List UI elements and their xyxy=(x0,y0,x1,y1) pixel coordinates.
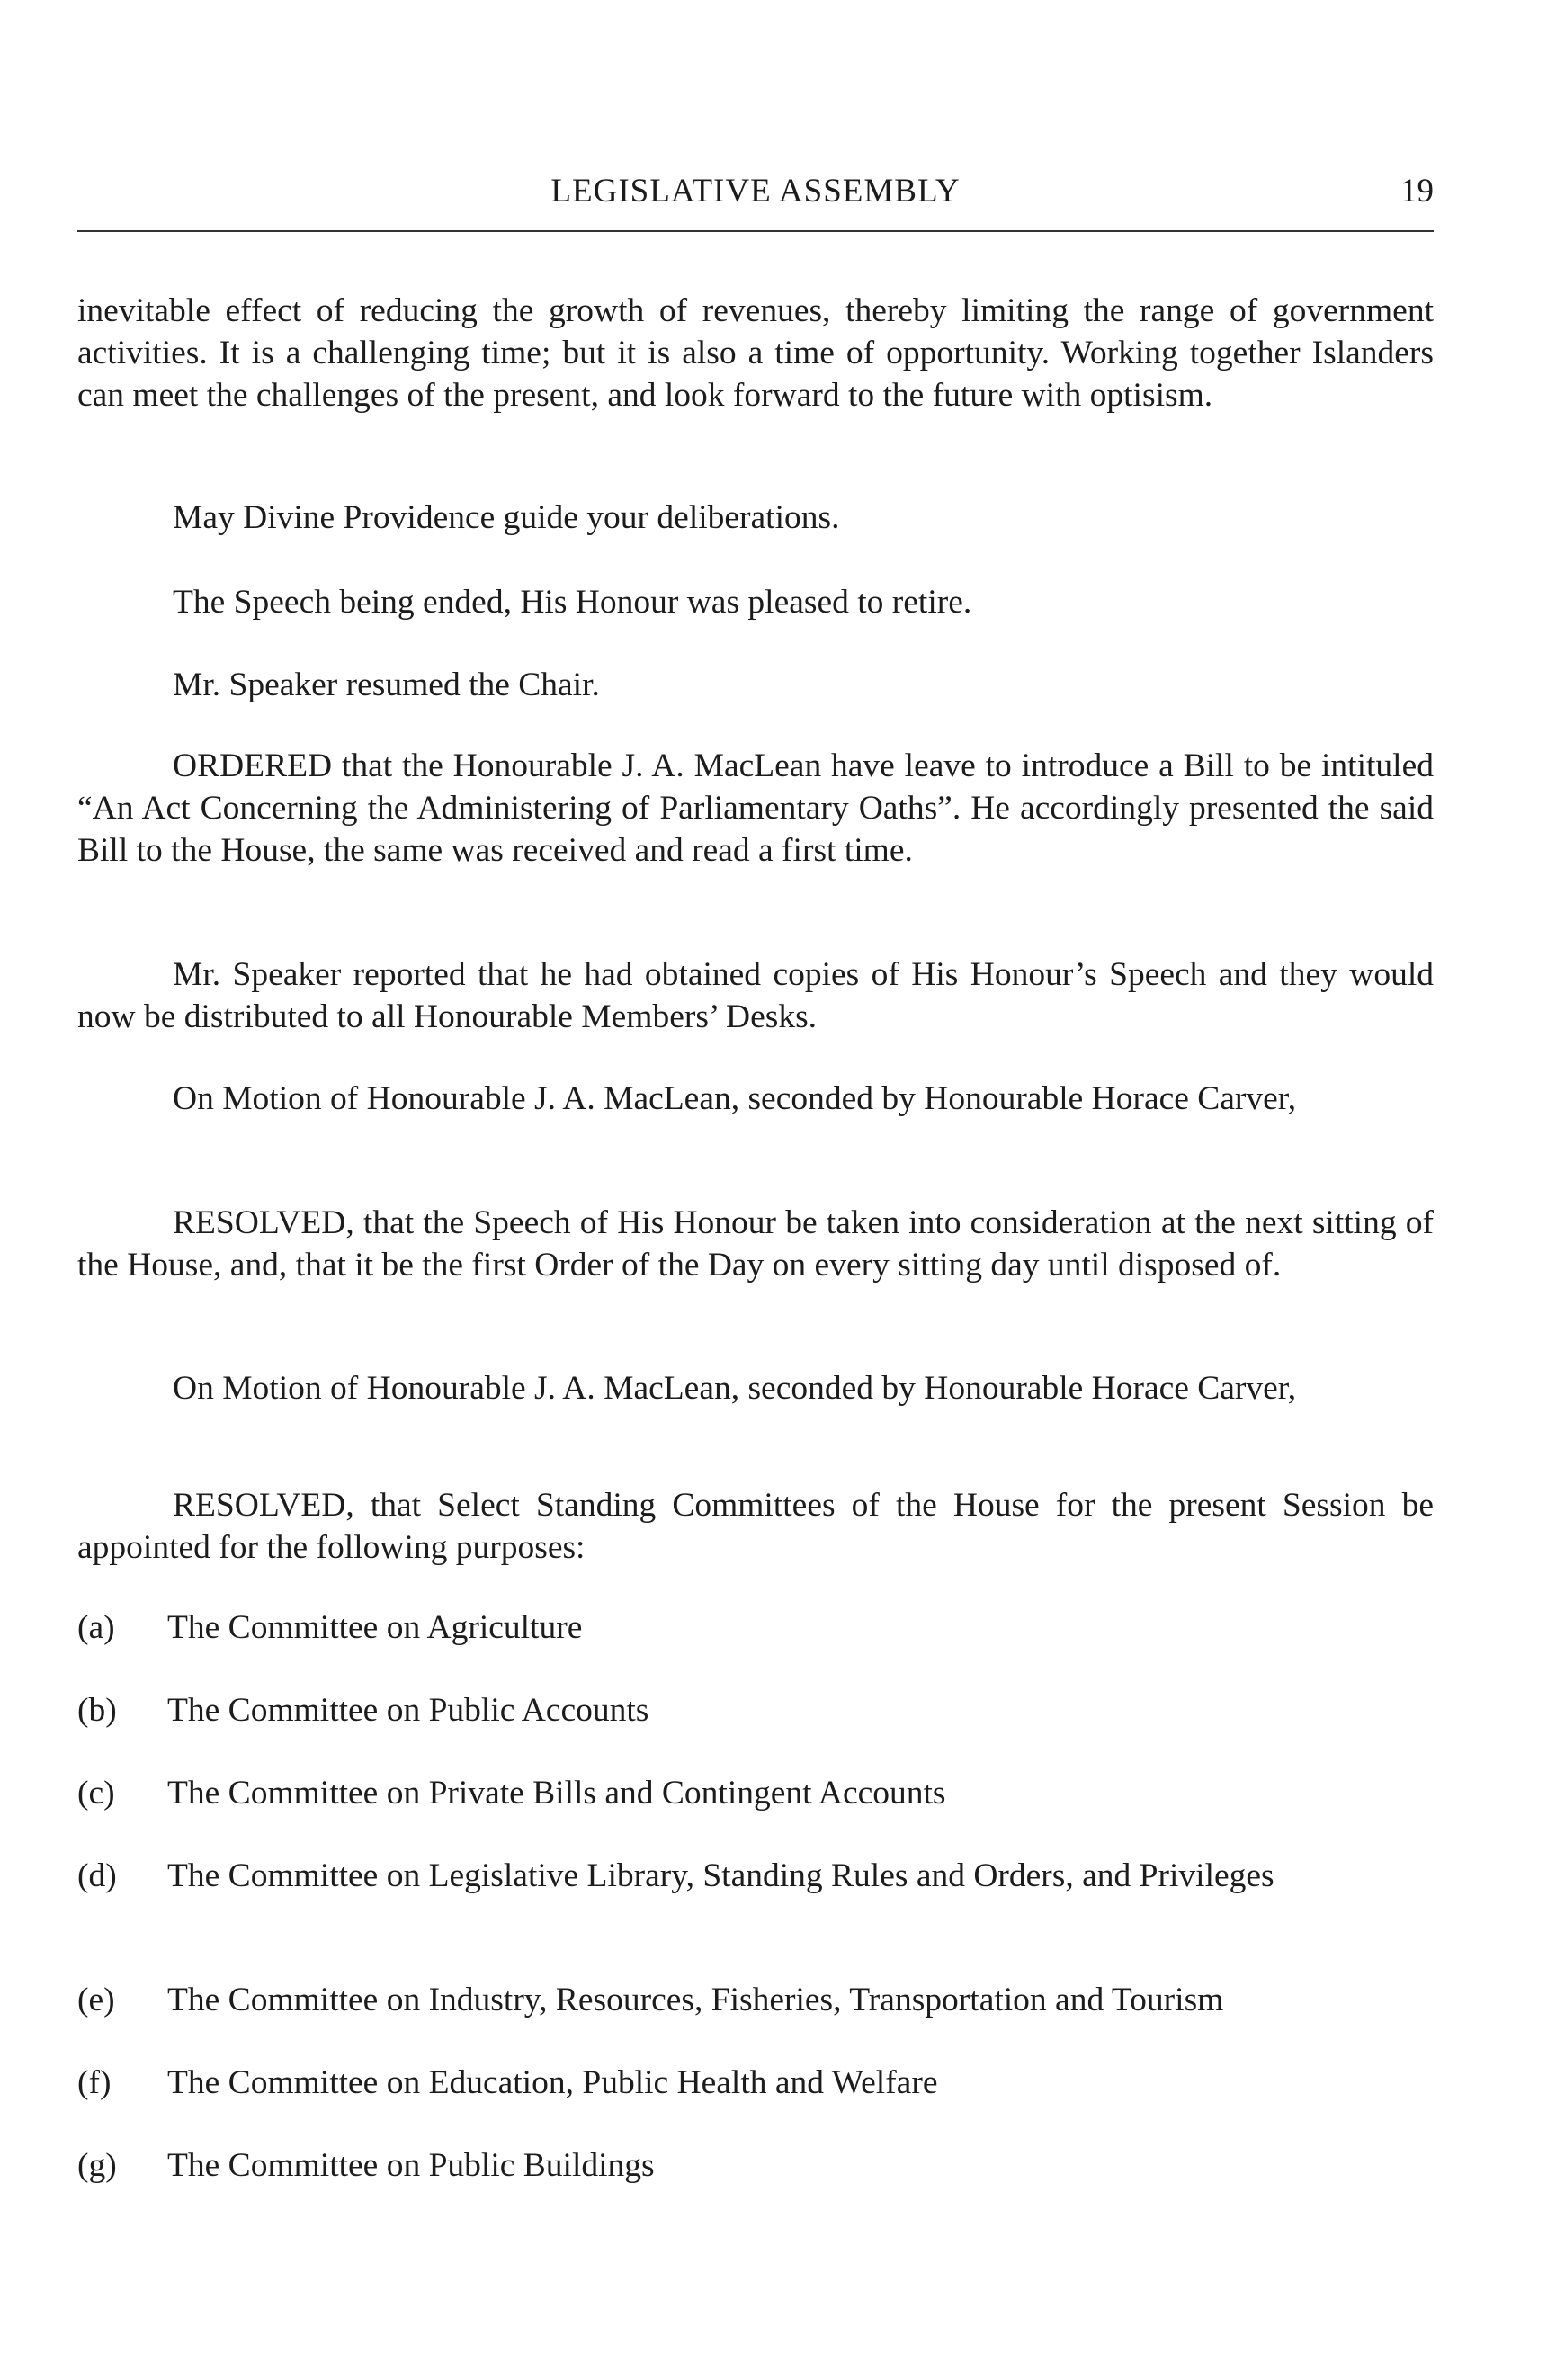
running-header xyxy=(77,171,1434,221)
page-number: 19 xyxy=(1400,173,1434,210)
list-marker: (d) xyxy=(77,1857,117,1894)
list-marker: (c) xyxy=(77,1775,115,1812)
paragraph: RESOLVED, that Select Standing Committees of the House for the present Session be appointed for the following purposes: xyxy=(77,1487,1434,1566)
paragraph-block xyxy=(77,290,1434,416)
list-marker: (f) xyxy=(77,2064,112,2101)
paragraph: Mr. Speaker reported that he had obtained copies of His Honour’s Speech and they would now be distributed to all Honourable Members’ Desks. xyxy=(77,956,1434,1035)
list-marker: (b) xyxy=(77,1692,117,1729)
paragraph-block xyxy=(77,1078,1434,1120)
page-title: LEGISLATIVE ASSEMBLY xyxy=(550,173,961,210)
paragraph: Mr. Speaker resumed the Chair. xyxy=(173,667,600,703)
paragraph: ORDERED that the Honourable J. A. MacLean have leave to introduce a Bill to be intituled “An Act Concerning the Administering of Parliamentary Oaths”. He accordingly presented the said Bill to the House, the same was received and read a first time. xyxy=(77,747,1434,869)
paragraph: RESOLVED, that the Speech of His Honour be taken into consideration at the next sitting of the House, and, that it be the first Order of the Day on every sitting day until disposed of. xyxy=(77,1204,1434,1284)
paragraph-block xyxy=(77,664,1434,706)
paragraph-block xyxy=(77,953,1434,1038)
list-marker: (g) xyxy=(77,2147,117,2184)
list-item-text: The Committee on Industry, Resources, Fisheries, Transportation and Tourism xyxy=(167,1982,1224,2018)
list-item-text: The Committee on Education, Public Health and Welfare xyxy=(167,2064,938,2101)
list-marker: (e) xyxy=(77,1982,115,2018)
paragraph-continued: inevitable effect of reducing the growth of revenues, thereby limiting the range of government activities. It is a challenging time; but it is also a time of opportunity. Working together Islanders can meet the challenges of the present, and look forward to the future with optisism. xyxy=(77,292,1434,414)
list-item-text: The Committee on Private Bills and Contingent Accounts xyxy=(167,1775,946,1812)
paragraph: On Motion of Honourable J. A. MacLean, seconded by Honourable Horace Carver, xyxy=(173,1370,1297,1407)
paragraph-block xyxy=(77,581,1434,623)
header-rule xyxy=(77,230,1434,232)
paragraph: May Divine Providence guide your deliberations. xyxy=(173,499,840,536)
paragraph-block xyxy=(77,1367,1434,1409)
list-item-text: The Committee on Public Accounts xyxy=(167,1692,649,1729)
list-item-text: The Committee on Legislative Library, Standing Rules and Orders, and Privileges xyxy=(167,1857,1274,1894)
paragraph-block xyxy=(77,1484,1434,1569)
paragraph-block xyxy=(77,745,1434,872)
list-item-text: The Committee on Public Buildings xyxy=(167,2147,655,2184)
paragraph-block xyxy=(77,497,1434,539)
paragraph: The Speech being ended, His Honour was pleased to retire. xyxy=(173,584,972,621)
paragraph-block xyxy=(77,1202,1434,1286)
list-item-text: The Committee on Agriculture xyxy=(167,1609,583,1646)
list-marker: (a) xyxy=(77,1609,115,1646)
paragraph: On Motion of Honourable J. A. MacLean, seconded by Honourable Horace Carver, xyxy=(173,1080,1297,1117)
